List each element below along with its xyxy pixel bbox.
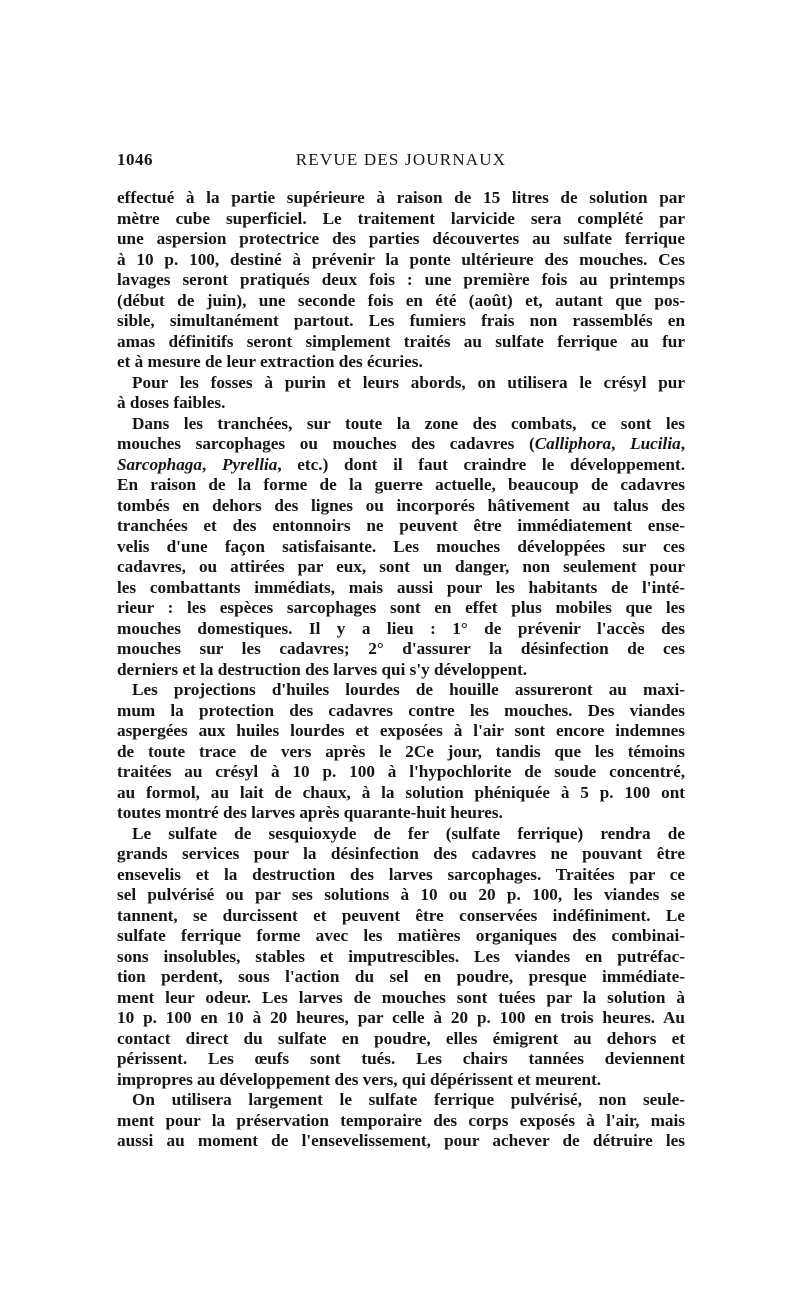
text-line: Pour les fosses à purin et leurs abords, on utilisera le crésyl pur: [132, 372, 685, 392]
text-line: les combattants immédiats, mais aussi pour les habitants de l'inté-: [117, 577, 685, 597]
text-line: tannent, se durcissent et peuvent être conservées indéfiniment. Le: [117, 905, 685, 925]
text-line: Les projections d'huiles lourdes de houille assureront au maxi-: [132, 680, 685, 699]
text-line: aspergées aux huiles lourdes et exposées à l'air sont encore indemnes: [117, 721, 685, 740]
text-line: tranchées et des entonnoirs ne peuvent être immédiatement ense-: [117, 516, 685, 535]
page-number: 1046: [117, 150, 153, 169]
text-line: Dans les tranchées, sur toute la zone des combats, ce sont les: [132, 413, 685, 433]
article-body: [117, 188, 685, 1152]
text-line: ment leur odeur. Les larves de mouches sont tuées par la solution à: [117, 987, 685, 1007]
text-line: lavages seront pratiqués deux fois : une première fois au printemps: [117, 270, 685, 289]
text-line: à doses faibles.: [117, 393, 226, 412]
text-line: Le sulfate de sesquioxyde de fer (sulfate ferrique) rendra de: [132, 823, 685, 843]
text-line: cadavres, ou attirées par eux, sont un danger, non seulement pour: [117, 557, 685, 576]
text-line: velis d'une façon satisfaisante. Les mouches développées sur ces: [117, 536, 685, 556]
text-line: une aspersion protectrice des parties découvertes au sulfate ferrique: [117, 229, 685, 248]
text-line: mouches sarcophages ou mouches des cadavres (Calliphora, Lucilia,: [117, 434, 685, 453]
text-line: 10 p. 100 en 10 à 20 heures, par celle à 20 p. 100 en trois heures. Au: [117, 1008, 685, 1027]
journal-title: REVUE DES JOURNAUX: [295, 150, 507, 169]
text-line: On utilisera largement le sulfate ferrique pulvérisé, non seule-: [132, 1090, 685, 1109]
text-line: amas définitifs seront simplement traités au sulfate ferrique au fur: [117, 331, 685, 351]
text-line: périssent. Les œufs sont tués. Les chairs tannées deviennent: [117, 1049, 685, 1068]
text-line: mètre cube superficiel. Le traitement larvicide sera complété par: [117, 208, 685, 228]
text-line: de toute trace de vers après le 2Ce jour, tandis que les témoins: [117, 741, 685, 761]
text-line: au formol, au lait de chaux, à la solution phéniquée à 5 p. 100 ont: [117, 782, 685, 802]
text-line: sulfate ferrique forme avec les matières organiques des combinai-: [117, 926, 685, 945]
text-line: impropres au développement des vers, qui dépérissent et meurent.: [117, 1069, 602, 1089]
text-line: aussi au moment de l'ensevelissement, pour achever de détruire les: [117, 1131, 685, 1150]
text-line: toutes montré des larves après quarante-huit heures.: [117, 803, 503, 822]
text-line: derniers et la destruction des larves qui s'y développent.: [117, 659, 528, 679]
text-line: sel pulvérisé ou par ses solutions à 10 ou 20 p. 100, les viandes se: [117, 885, 685, 904]
text-line: mouches domestiques. Il y a lieu : 1° de prévenir l'accès des: [117, 618, 685, 638]
text-line: contact direct du sulfate en poudre, elles émigrent au dehors et: [117, 1028, 685, 1048]
text-line: (début de juin), une seconde fois en été (août) et, autant que pos-: [117, 290, 685, 310]
text-line: mouches sur les cadavres; 2° d'assurer la désinfection de ces: [117, 639, 685, 658]
text-line: Sarcophaga, Pyrellia, etc.) dont il faut craindre le développement.: [117, 454, 686, 474]
text-line: mum la protection des cadavres contre les mouches. Des viandes: [117, 700, 685, 720]
text-line: traitées au crésyl à 10 p. 100 à l'hypochlorite de soude concentré,: [117, 762, 685, 781]
text-line: grands services pour la désinfection des cadavres ne pouvant être: [117, 844, 685, 863]
text-line: et à mesure de leur extraction des écuries.: [117, 352, 423, 371]
text-line: à 10 p. 100, destiné à prévenir la ponte ultérieure des mouches. Ces: [117, 249, 685, 269]
text-line: tion perdent, sous l'action du sel en poudre, presque immédiate-: [117, 967, 685, 986]
text-line: ensevelis et la destruction des larves sarcophages. Traitées par ce: [117, 864, 685, 884]
text-line: effectué à la partie supérieure à raison de 15 litres de solution par: [117, 188, 685, 207]
text-line: rieur : les espèces sarcophages sont en effet plus mobiles que les: [117, 598, 685, 617]
text-line: sible, simultanément partout. Les fumiers frais non rassemblés en: [117, 311, 685, 330]
text-line: sons insolubles, stables et imputrescibles. Les viandes en putréfac-: [117, 946, 685, 966]
running-head: [117, 150, 685, 176]
text-line: En raison de la forme de la guerre actuelle, beaucoup de cadavres: [117, 475, 685, 494]
text-line: tombés en dehors des lignes ou incorporés hâtivement au talus des: [117, 495, 685, 515]
text-line: ment pour la préservation temporaire des corps exposés à l'air, mais: [117, 1110, 685, 1130]
